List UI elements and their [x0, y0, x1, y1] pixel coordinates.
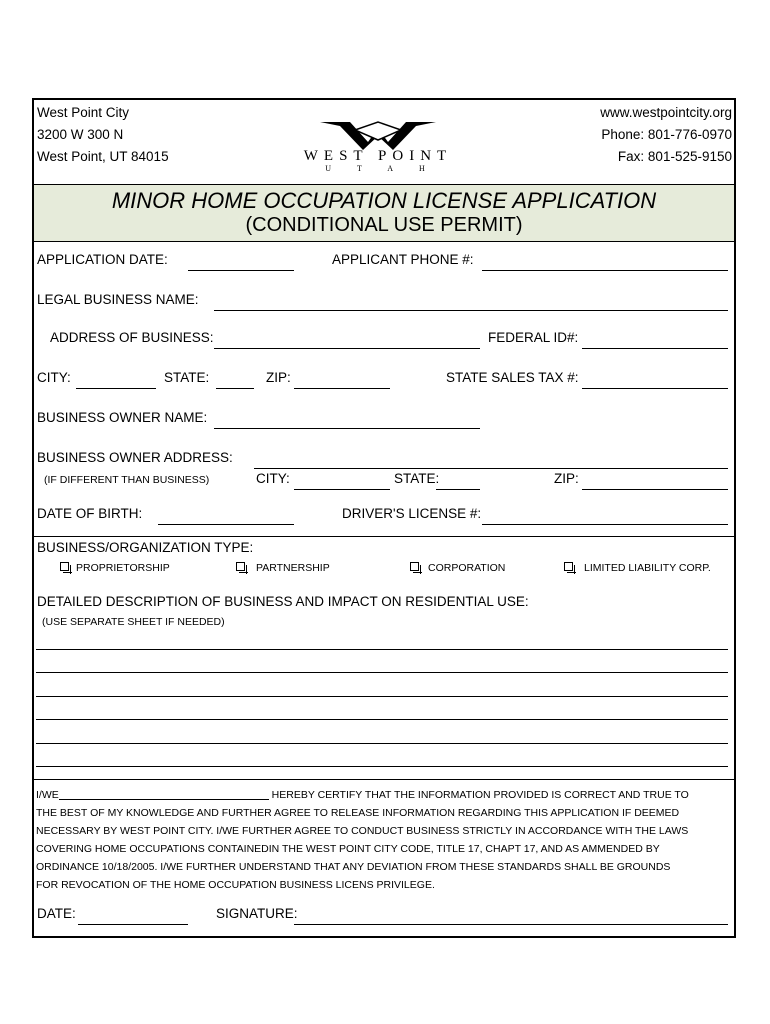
business-owner-name-input[interactable]	[214, 428, 480, 429]
certification-line-1: HEREBY CERTIFY THAT THE INFORMATION PROVIDED IS CORRECT AND TRUE TO	[268, 789, 689, 801]
description-label: DETAILED DESCRIPTION OF BUSINESS AND IMPACT ON RESIDENTIAL USE:	[37, 594, 529, 609]
date-input[interactable]	[78, 924, 188, 925]
description-line[interactable]	[36, 766, 728, 767]
corporation-option: CORPORATION	[428, 562, 506, 574]
certification-line-2: THE BEST OF MY KNOWLEDGE AND FURTHER AGREE TO RELEASE INFORMATION REGARDING THIS APPLICATION IF DEEMED	[36, 807, 680, 819]
federal-id-input[interactable]	[582, 348, 728, 349]
description-line[interactable]	[36, 743, 728, 744]
certification-line-5: ORDINANCE 10/18/2005. I/WE FURTHER UNDERSTAND THAT ANY DEVIATION FROM THESE STANDARDS SHALL BE GROUNDS	[36, 861, 671, 873]
logo-subtext: UTAH	[325, 164, 451, 173]
certification-name-input[interactable]	[59, 799, 269, 800]
zip-label: ZIP:	[266, 370, 291, 385]
certification-line-4: COVERING HOME OCCUPATIONS CONTAINEDIN THE WEST POINT CITY CODE, TITLE 17, CHAPT 17, AND AS AMMENDED BY	[36, 843, 660, 855]
drivers-license-label: DRIVER'S LICENSE #:	[342, 506, 482, 521]
owner-city-label: CITY:	[256, 471, 290, 486]
west-point-logo	[258, 118, 498, 173]
federal-id-label: FEDERAL ID#:	[488, 330, 579, 345]
city-address-block	[37, 102, 169, 168]
application-form	[32, 98, 736, 938]
certification-line-6: FOR REVOCATION OF THE HOME OCCUPATION BUSINESS LICENS PRIVILEGE.	[36, 879, 435, 891]
corporation-checkbox-icon[interactable]	[410, 562, 419, 571]
date-label: DATE:	[37, 906, 76, 921]
business-owner-address-label: BUSINESS OWNER ADDRESS:	[37, 450, 233, 465]
description-line[interactable]	[36, 696, 728, 697]
city-input[interactable]	[76, 388, 156, 389]
partnership-checkbox-icon[interactable]	[236, 562, 245, 571]
state-sales-tax-input[interactable]	[582, 388, 728, 389]
proprietorship-option: PROPRIETORSHIP	[76, 562, 170, 574]
if-different-note: (IF DIFFERENT THAN BUSINESS)	[44, 474, 210, 486]
address-line-1: West Point City	[37, 105, 130, 120]
certification-text	[36, 786, 732, 894]
address-of-business-input[interactable]	[214, 348, 480, 349]
phone-text: Phone: 801-776-0970	[601, 127, 732, 142]
logo-text: WEST POINT	[303, 148, 453, 164]
certification-line-3: NECESSARY BY WEST POINT CITY. I/WE FURTHER AGREE TO CONDUCT BUSINESS STRICTLY IN ACCORDANCE WITH THE LAWS	[36, 825, 689, 837]
city-label: CITY:	[37, 370, 71, 385]
business-type-label: BUSINESS/ORGANIZATION TYPE:	[37, 540, 254, 555]
date-of-birth-label: DATE OF BIRTH:	[37, 506, 143, 521]
application-date-label: APPLICATION DATE:	[37, 252, 168, 267]
fax-text: Fax: 801-525-9150	[617, 149, 732, 164]
logo-w-icon	[258, 118, 498, 152]
address-line-2: 3200 W 300 N	[37, 127, 124, 142]
form-subtitle: (CONDITIONAL USE PERMIT)	[245, 214, 523, 236]
state-sales-tax-label: STATE SALES TAX #:	[446, 370, 579, 385]
title-band	[34, 184, 734, 242]
llc-checkbox-icon[interactable]	[564, 562, 573, 571]
partnership-option: PARTNERSHIP	[256, 562, 330, 574]
business-owner-address-input[interactable]	[254, 468, 728, 469]
description-line[interactable]	[36, 719, 728, 720]
legal-business-name-label: LEGAL BUSINESS NAME:	[37, 292, 199, 307]
address-of-business-label: ADDRESS OF BUSINESS:	[50, 330, 214, 345]
zip-input[interactable]	[294, 388, 390, 389]
applicant-phone-label: APPLICANT PHONE #:	[332, 252, 474, 267]
owner-state-input[interactable]	[436, 489, 480, 490]
legal-business-name-input[interactable]	[214, 310, 728, 311]
description-line[interactable]	[36, 672, 728, 673]
owner-state-label: STATE:	[394, 471, 440, 486]
description-line[interactable]	[36, 649, 728, 650]
section-divider	[34, 779, 734, 780]
llc-option: LIMITED LIABILITY CORP.	[584, 562, 711, 574]
signature-input[interactable]	[294, 924, 728, 925]
state-input[interactable]	[216, 388, 254, 389]
owner-zip-label: ZIP:	[554, 471, 579, 486]
website-text: www.westpointcity.org	[600, 105, 732, 120]
description-note: (USE SEPARATE SHEET IF NEEDED)	[42, 616, 225, 628]
application-date-input[interactable]	[188, 270, 294, 271]
drivers-license-input[interactable]	[482, 524, 728, 525]
certification-prefix: I/WE	[36, 789, 59, 801]
date-of-birth-input[interactable]	[158, 524, 294, 525]
signature-label: SIGNATURE:	[216, 906, 298, 921]
owner-zip-input[interactable]	[582, 489, 728, 490]
business-owner-name-label: BUSINESS OWNER NAME:	[37, 410, 208, 425]
proprietorship-checkbox-icon[interactable]	[60, 562, 69, 571]
state-label: STATE:	[164, 370, 210, 385]
contact-block	[600, 102, 732, 168]
section-divider	[34, 536, 734, 537]
owner-city-input[interactable]	[294, 489, 390, 490]
address-line-3: West Point, UT 84015	[37, 149, 169, 164]
applicant-phone-input[interactable]	[482, 270, 728, 271]
form-title: MINOR HOME OCCUPATION LICENSE APPLICATION	[111, 188, 657, 213]
